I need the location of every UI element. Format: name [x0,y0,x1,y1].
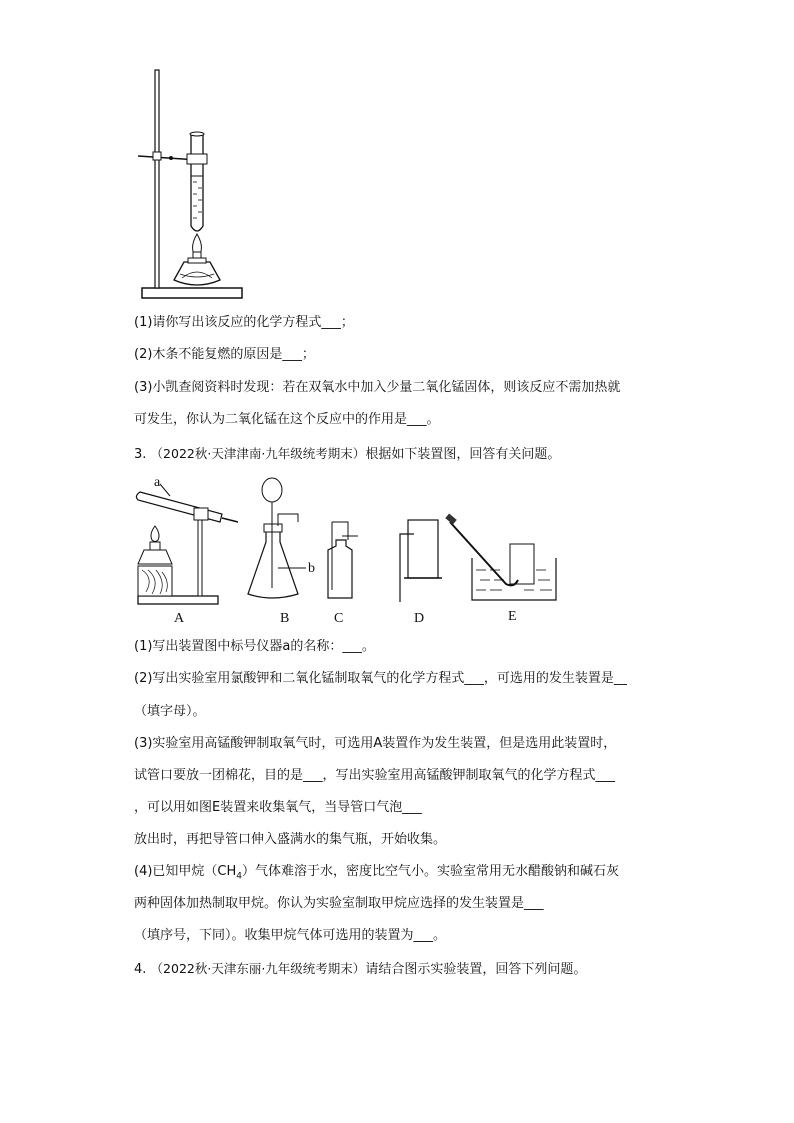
label-E: E [508,609,517,624]
q3-line-4: (3)实验室用高锰酸钾制取氧气时，可选用A装置作为发生装置，但是选用此装置时， [134,736,617,751]
label-B: B [280,611,290,626]
question-source: （2022秋·天津东丽·九年级统考期末） [150,961,366,976]
label-b: b [308,561,315,576]
q3-line-8-b: ）气体难溶于水，密度比空气小。实验室常用无水醋酸钠和碱石灰 [242,864,620,879]
q3-line-9: 两种固体加热制取甲烷。你认为实验室制取甲烷应选择的发生装置是___ [134,896,544,911]
q2-line-1: (1)请你写出该反应的化学方程式___； [134,315,354,330]
label-A: A [174,611,185,626]
question-3-heading [134,443,560,462]
q3-line-2: (2)写出实验室用氯酸钾和二氧化锰制取氧气的化学方程式___，可选用的发生装置是__ [134,671,627,686]
q2-line-2: (2)木条不能复燃的原因是___； [134,347,315,362]
q3-line-1: (1)写出装置图中标号仪器a的名称：___。 [134,639,375,654]
label-D: D [414,611,425,626]
subscript-4: 4 [236,871,243,882]
q3-line-6: ，可以用如图E装置来收集氧气，当导管口气泡___ [134,800,422,815]
apparatus-figure-1 [138,66,248,306]
q3-line-3: （填字母）。 [134,704,206,719]
q3-line-8-a: (4)已知甲烷（CH [134,864,237,879]
question-stem: 根据如下装置图，回答有关问题。 [365,447,561,462]
q3-line-10: （填序号，下同）。收集甲烷气体可选用的装置为___。 [134,928,447,943]
q2-line-3: (3)小凯查阅资料时发现：若在双氧水中加入少量二氧化锰固体，则该反应不需加热就 [134,380,621,395]
label-C: C [334,611,344,626]
q2-line-4: 可发生，你认为二氧化锰在这个反应中的作用是___。 [134,412,440,427]
apparatus-figure-2 [132,470,562,628]
question-number: 4. [134,962,147,977]
question-stem: 请结合图示实验装置，回答下列问题。 [365,962,587,977]
question-number: 3. [134,447,147,462]
q3-line-7: 放出时，再把导管口伸入盛满水的集气瓶，开始收集。 [134,832,447,847]
question-source: （2022秋·天津津南·九年级统考期末） [150,446,366,461]
q3-line-5: 试管口要放一团棉花，目的是___，写出实验室用高锰酸钾制取氧气的化学方程式___ [134,768,616,783]
question-4-heading [134,958,586,977]
q3-line-8 [134,863,619,886]
label-a: a [154,475,161,490]
